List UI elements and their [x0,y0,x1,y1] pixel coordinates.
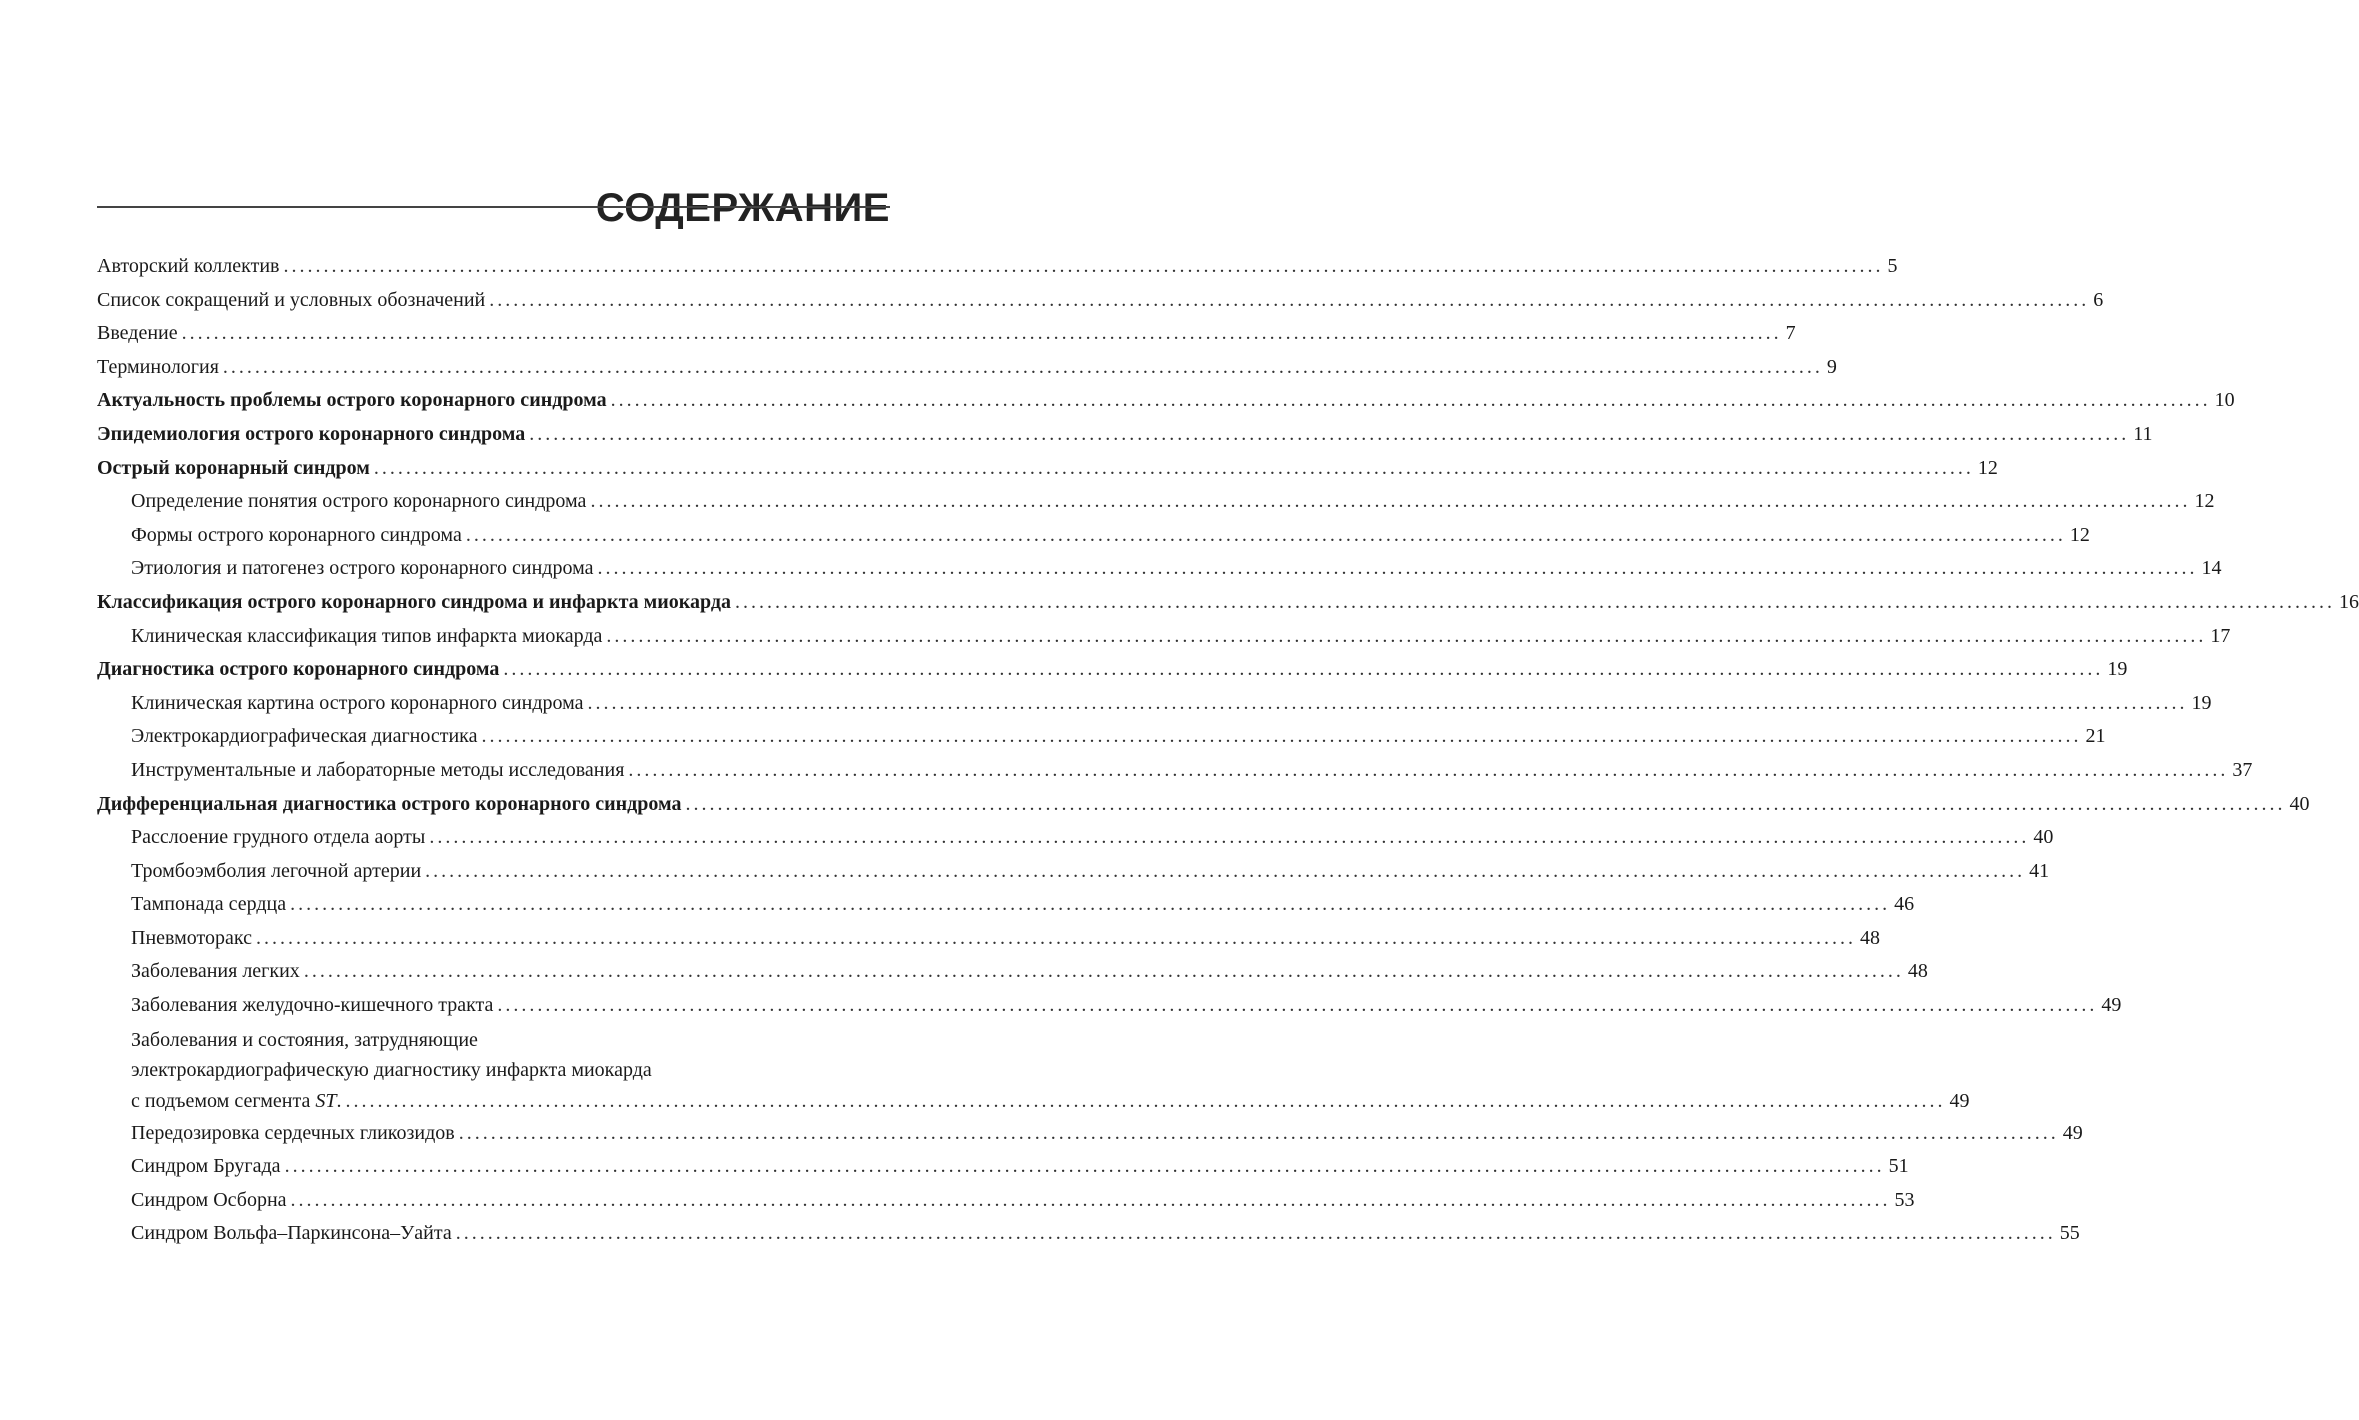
title-divider [97,206,890,208]
toc-page-number: 12 [1977,456,1998,479]
toc-entry[interactable] [97,351,1837,385]
dot-leader: ........................................................................................................................................................................................................ [458,1121,2059,1144]
toc-entry-label-line: Заболевания и состояния, затрудняющие [131,1028,478,1051]
toc-page-number: 40 [2033,826,2054,849]
dot-leader: ........................................................................................................................................................................................................ [590,490,2191,513]
toc-entry-label: Эпидемиология острого коронарного синдрома [97,422,526,445]
toc-entry[interactable] [97,1117,2083,1151]
dot-leader: ........................................................................................................................................................................................................ [481,725,2082,748]
toc-entry-label: Заболевания желудочно-кишечного тракта [131,994,494,1017]
toc-entry[interactable] [97,922,1880,956]
dot-leader: ........................................................................................................................................................................................................ [373,456,1974,479]
toc-entry-label: Расслоение грудного отдела аорты [131,826,426,849]
toc-page-number: 12 [2069,523,2090,546]
toc-page-number: 37 [2232,758,2253,781]
toc-entry-label: Передозировка сердечных гликозидов [131,1121,455,1144]
toc-page-number: 19 [2191,691,2212,714]
toc-entry-label: Заболевания легких [131,960,300,983]
toc-entry[interactable] [97,653,2128,687]
toc-entry-label: Классификация острого коронарного синдрома и инфаркта миокарда [97,590,731,613]
toc-entry[interactable] [97,989,2122,1023]
toc-entry-label: Синдром Бругада [131,1155,281,1178]
toc-entry-label: Синдром Осборна [131,1188,287,1211]
toc-entry-label: Острый коронарный синдром [97,456,370,479]
dot-leader: ........................................................................................................................................................................................................ [345,1089,1946,1112]
toc-page-number: 5 [1887,255,1898,277]
dot-leader: ........................................................................................................................................................................................................ [503,658,2104,681]
toc-page-number: 46 [1894,893,1915,916]
toc-entry[interactable] [97,821,2054,855]
toc-entry[interactable] [97,452,1998,486]
toc-entry-label: Тромбоэмболия легочной артерии [131,859,422,882]
toc-entry[interactable] [97,720,2106,754]
toc-entry-label: Диагностика острого коронарного синдрома [97,658,500,681]
toc-entry-label-line: с подъемом сегмента ST. [131,1089,342,1112]
toc-entry-label: Инструментальные и лабораторные методы исследования [131,758,625,781]
toc-page-number: 49 [2062,1121,2083,1144]
dot-leader: ........................................................................................................................................................................................................ [685,792,2286,815]
toc-page-number: 16 [2338,590,2359,613]
toc-entry-label: Формы острого коронарного синдрома [131,523,462,546]
toc-entry[interactable] [97,1184,1915,1218]
toc-entry-multiline[interactable] [97,1025,1970,1117]
dot-leader: ........................................................................................................................................................................................................ [303,960,1904,983]
dot-leader: ........................................................................................................................................................................................................ [497,994,2098,1017]
toc-entry-label: Тампонада сердца [131,893,287,916]
toc-entry-label-line: электрокардиографическую диагностику инфаркта миокарда [131,1058,652,1081]
toc-page-number: 41 [2029,859,2050,882]
toc-entry[interactable] [97,1150,1909,1184]
toc-page-number: 49 [1949,1089,1970,1112]
toc-entry[interactable] [97,418,2153,452]
toc-entry[interactable] [97,687,2212,721]
toc-entry[interactable] [97,250,1898,284]
toc-entry[interactable] [97,317,1796,351]
toc-page-number: 48 [1859,926,1880,949]
toc-entry-label: Определение понятия острого коронарного синдрома [131,490,587,513]
table-of-contents [97,250,2359,1251]
toc-page-number: 51 [1888,1155,1909,1178]
toc-entry-label: Актуальность проблемы острого коронарного синдрома [97,389,607,412]
toc-entry[interactable] [97,620,2231,654]
dot-leader: ........................................................................................................................................................................................................ [606,624,2207,647]
dot-leader: ........................................................................................................................................................................................................ [284,1155,1885,1178]
toc-page-number: 6 [2093,288,2104,311]
dot-leader: ........................................................................................................................................................................................................ [587,691,2188,714]
toc-page-number: 40 [2289,792,2310,815]
dot-leader: ........................................................................................................................................................................................................ [489,288,2090,311]
toc-entry[interactable] [97,888,1915,922]
toc-page-number: 19 [2107,658,2128,681]
toc-entry[interactable] [97,754,2253,788]
toc-entry[interactable] [97,384,2235,418]
toc-entry[interactable] [97,1217,2080,1251]
dot-leader: ........................................................................................................................................................................................................ [597,557,2198,580]
dot-leader: ........................................................................................................................................................................................................ [529,422,2130,445]
dot-leader: ........................................................................................................................................................................................................ [455,1222,2056,1245]
toc-page-number: 53 [1894,1188,1915,1211]
toc-entry-label: Клиническая классификация типов инфаркта миокарда [131,624,603,647]
toc-entry-label: Электрокардиографическая диагностика [131,725,478,748]
toc-entry[interactable] [97,855,2050,889]
toc-entry[interactable] [97,485,2215,519]
toc-entry[interactable] [97,586,2359,620]
toc-page-number: 48 [1907,960,1928,983]
toc-entry-label: Авторский коллектив [97,255,280,277]
toc-entry-italic-term: ST [315,1089,337,1112]
dot-leader: ........................................................................................................................................................................................................ [610,389,2211,412]
toc-entry-label: Пневмоторакс [131,926,252,949]
dot-leader: ........................................................................................................................................................................................................ [255,926,1856,949]
toc-page-number: 12 [2194,490,2215,513]
toc-page-number: 14 [2201,557,2222,580]
toc-entry[interactable] [97,955,1928,989]
toc-page-number: 55 [2059,1222,2080,1245]
toc-page-number: 9 [1826,355,1837,378]
dot-leader: ........................................................................................................................................................................................................ [425,859,2026,882]
toc-entry-label: Синдром Вольфа–Паркинсона–Уайта [131,1222,452,1245]
toc-entry-label: Терминология [97,355,219,378]
dot-leader: ........................................................................................................................................................................................................ [628,758,2229,781]
toc-page-number: 21 [2085,725,2106,748]
toc-entry-label: Введение [97,322,178,345]
page-title: СОДЕРЖАНИЕ [595,185,890,230]
toc-entry-label: Клиническая картина острого коронарного синдрома [131,691,584,714]
toc-page-number: 11 [2133,422,2153,445]
toc-entry[interactable] [97,552,2222,586]
toc-page-number: 10 [2214,389,2235,412]
toc-page-number: 17 [2210,624,2231,647]
toc-page-number: 49 [2101,994,2122,1017]
toc-page-number: 7 [1785,322,1796,345]
dot-leader: ........................................................................................................................................................................................................ [465,523,2066,546]
toc-entry[interactable] [97,284,2104,318]
dot-leader: ........................................................................................................................................................................................................ [283,255,1884,277]
toc-entry[interactable] [97,788,2310,822]
dot-leader: ........................................................................................................................................................................................................ [429,826,2030,849]
dot-leader: ........................................................................................................................................................................................................ [290,1188,1891,1211]
toc-entry-label: Этиология и патогенез острого коронарного синдрома [131,557,594,580]
toc-entry-label: Дифференциальная диагностика острого коронарного синдрома [97,792,682,815]
dot-leader: ........................................................................................................................................................................................................ [222,355,1823,378]
dot-leader: ........................................................................................................................................................................................................ [734,590,2335,613]
dot-leader: ........................................................................................................................................................................................................ [181,322,1782,345]
dot-leader: ........................................................................................................................................................................................................ [290,893,1891,916]
toc-entry[interactable] [97,519,2090,553]
toc-entry-label: Список сокращений и условных обозначений [97,288,486,311]
